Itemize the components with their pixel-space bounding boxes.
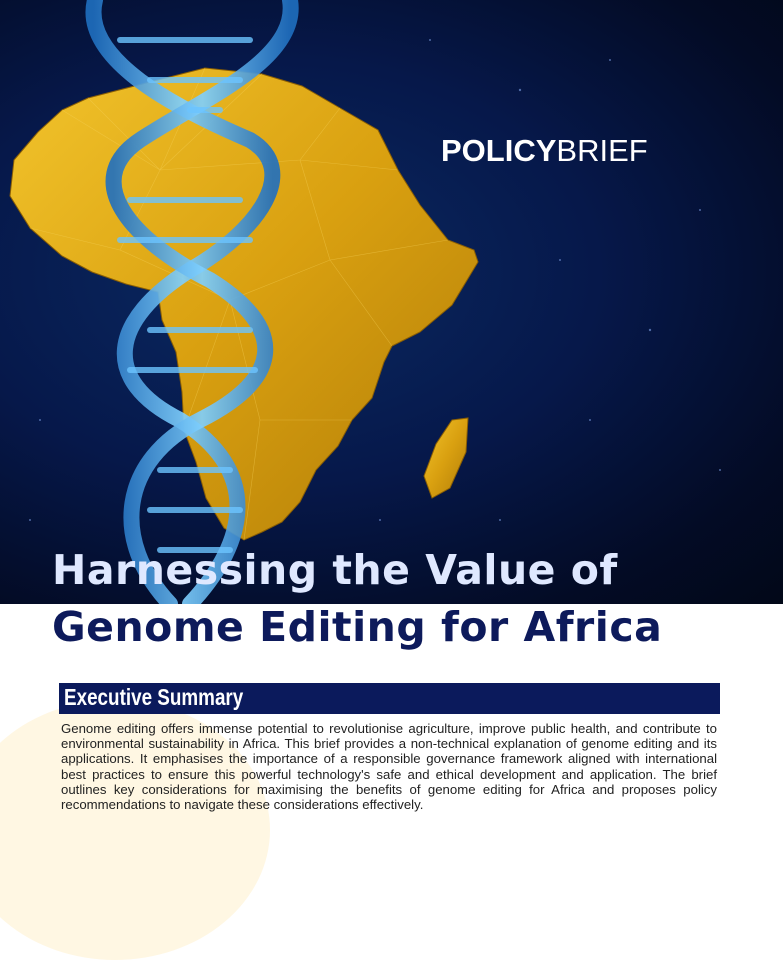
madagascar-map (424, 418, 468, 498)
executive-summary-text: Genome editing offers immense potential to revolutionise agriculture, improve public health, and contribute to environmental sustainability in Africa. This brief provides a non-technical explanation of genome editing and its applications. It emphasises the importance of a responsible governance framework aligned with international best practices to ensure this powerful technology's safe and ethical development and application. The brief outlines key considerations for maximising the benefits of genome editing for Africa and proposes policy recommendations to navigate these considerations effectively. (61, 721, 717, 813)
brief-label: BRIEF (556, 133, 648, 168)
policy-label: POLICY (441, 133, 557, 168)
section-heading: Executive Summary (64, 684, 244, 710)
document-title-line-2: Genome Editing for Africa (52, 603, 663, 651)
document-title-line-1: Harnessing the Value of (52, 546, 618, 594)
policy-brief-label (441, 133, 648, 169)
executive-summary-header (59, 683, 720, 714)
